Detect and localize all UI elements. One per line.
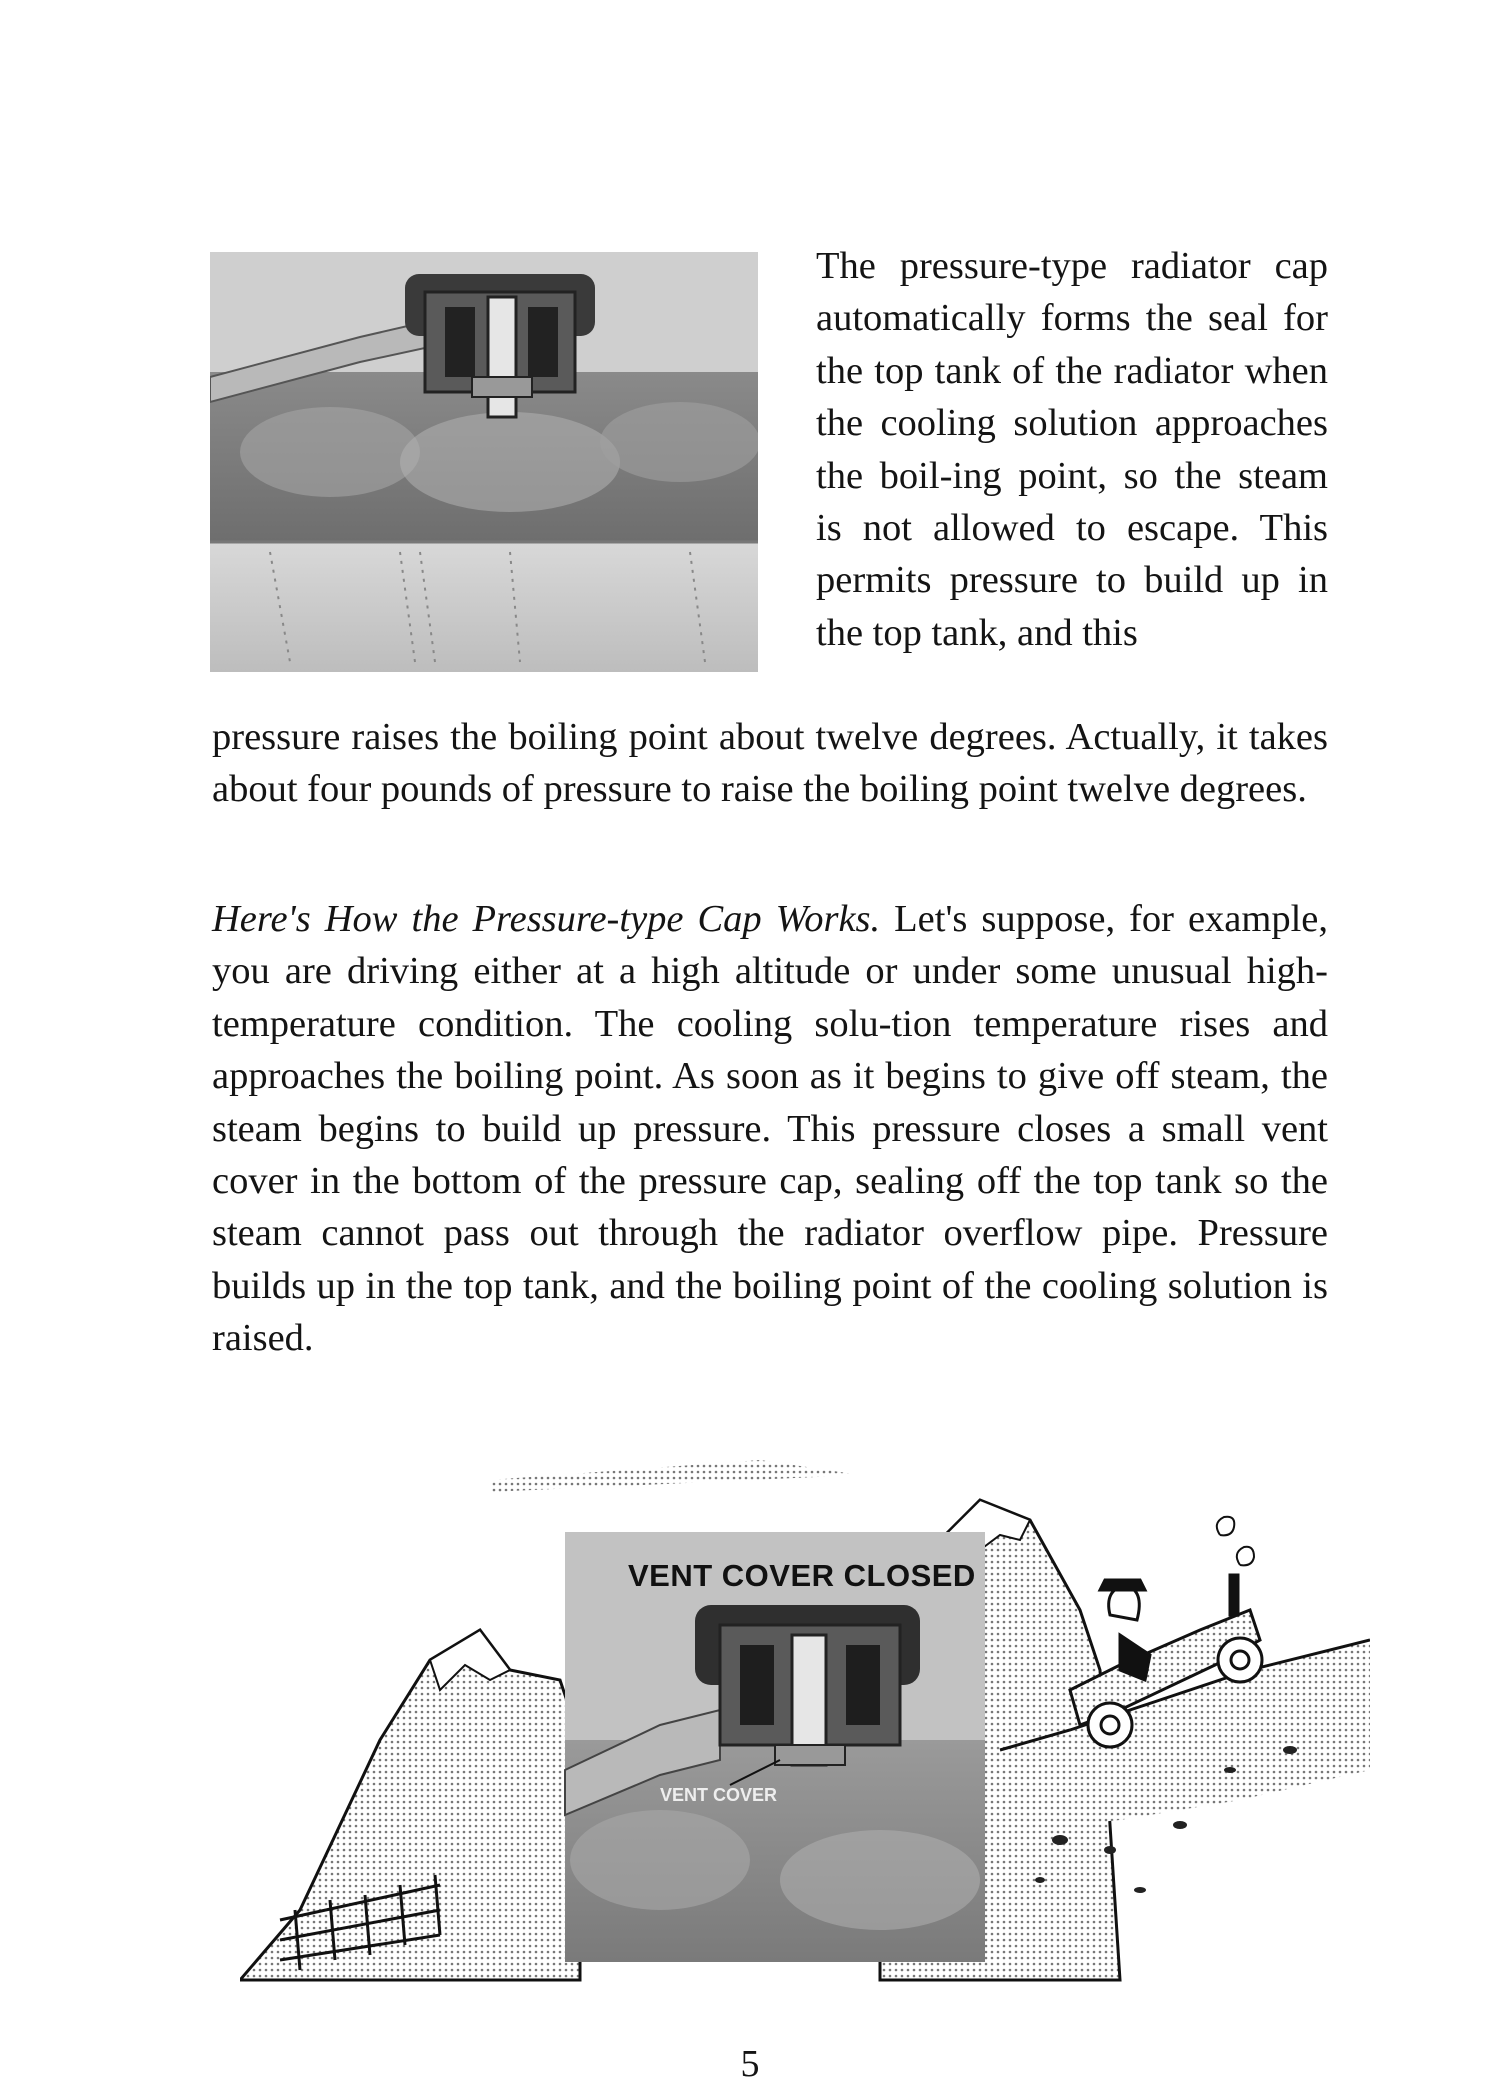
paragraph-column-text: The pressure-type radiator cap automatically forms the seal for the top tank of the radiator when the cooling solution approaches the boil-ing point, so the steam is not allowed to escape. This permits pressure to build up in the top tank, and this <box>816 245 1328 654</box>
section-body: Let's suppose, for example, you are driving either at a high altitude or under some unusual high-temperature condition. The cooling solu-tion temperature rises and approaches the boiling point. As soon as it begins to give off steam, the steam begins to build up pressure. This pressure closes a small vent cover in the bottom of the pressure cap, sealing off the top tank so the steam cannot pass out through the radiator overflow pipe. Pressure builds up in the top tank, and the boiling point of the cooling solution is raised. <box>212 898 1329 1360</box>
vent-cover-label: VENT COVER <box>660 1785 778 1805</box>
paragraph-how-it-works <box>212 893 1328 1365</box>
mountain-car-illustration <box>240 1440 1370 2000</box>
page-number: 5 <box>740 2043 760 2085</box>
radiator-cap-photo <box>210 252 758 672</box>
paragraph-full-text: pressure raises the boiling point about twelve degrees. Actually, it takes about four pounds of pressure to raise the boiling point twelve degrees. <box>212 716 1328 811</box>
vent-cover-closed-label: VENT COVER CLOSED <box>628 1558 976 1593</box>
section-lead-in: Here's How the Pressure-type Cap Works. <box>212 898 881 940</box>
